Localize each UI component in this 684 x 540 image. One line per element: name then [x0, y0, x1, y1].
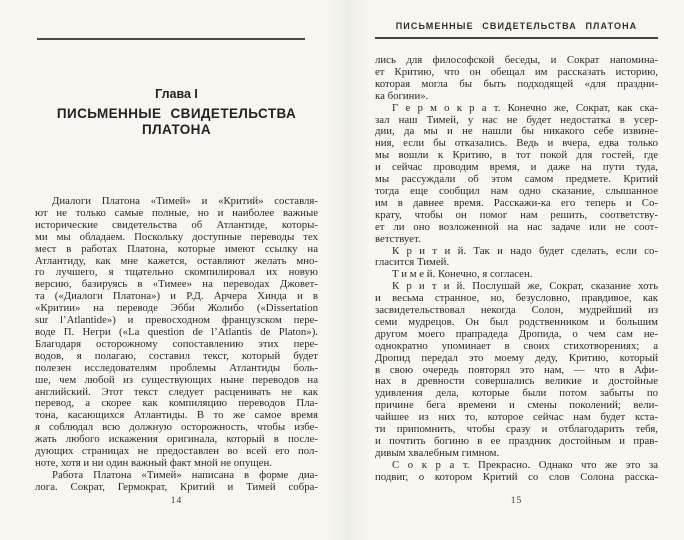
text-line: «Критии» на переводе Эбби Жолибо («Dissertation [35, 302, 318, 315]
text-line: в свою очередь повторял это нам, — что в Афи- [375, 363, 658, 376]
text-line: Атлантиду, как мне кажется, оставляют желать мно- [35, 254, 318, 267]
text-line: тогда еще сообщил нам одно сказание, слышанное [375, 184, 658, 197]
text-line: та («Диалоги Платона») и Р.Д. Арчера Хинда и в [35, 290, 318, 303]
text-line: Г е р м о к р а т. Конечно же, Сократ, как ска- [392, 101, 658, 114]
text-line: полезен исследователям проблемы Атлантиды боль- [35, 361, 318, 374]
text-line: исторические свидетельства об Атлантиде, которы- [35, 218, 318, 231]
text-line: семи мудрецов. Он был родственником и большим [375, 315, 658, 328]
text-line: ветствует. [375, 232, 421, 245]
chapter-page-top-rule [37, 38, 305, 40]
text-line: С о к р а т. Прекрасно. Однако что же это за [392, 458, 658, 471]
chapter-title-line-1: ПИСЬМЕННЫЕ СВИДЕТЕЛЬСТВА [56, 106, 297, 121]
text-line: Работа Платона «Тимей» написана в форме диа- [52, 468, 318, 481]
running-header: ПИСЬМЕННЫЕ СВИДЕТЕЛЬСТВА ПЛАТОНА [395, 21, 638, 31]
text-line: дии, да мы и не нашли бы никакого себе извине- [375, 125, 658, 138]
text-line: ти припомнить, чтобы сразу и отблагодарить тебя, [375, 423, 658, 436]
text-line: ка богини». [375, 89, 429, 102]
text-line: К р и т и й. Так и надо будет сделать, если со- [392, 244, 658, 257]
text-line: зал наш Тимей, у нас не будет недостатка в усер- [375, 113, 658, 126]
text-line: Т и м е й. Конечно, я согласен. [392, 268, 533, 281]
text-line: крату, чтобы он помог нам решить, соответству- [375, 208, 658, 221]
text-line: мы рассуждали об этом самом предмете. Критий [375, 173, 658, 186]
page-number-right: 15 [510, 496, 523, 506]
text-line: воде П. Негри («La question de l’Atlantis de Platon»). [35, 325, 318, 338]
text-line: ми мы обладаем. Поскольку доступные переводы тех [35, 230, 318, 243]
text-line: Диалоги Платона «Тимей» и «Критий» составля- [52, 195, 318, 207]
text-line: ния, если бы отказались. Ведь и вчера, едва только [375, 137, 658, 150]
text-line: которая могла бы быть подходящей «для праздни- [375, 77, 658, 90]
text-line: подвиг, о котором Критий со слов Солона расска- [375, 470, 658, 483]
text-line: sur l’Atlantide») и превосходном французском пере- [35, 314, 318, 327]
text-line: водов, я полагаю, составил текст, который будет [35, 349, 318, 362]
page-number-left: 14 [170, 496, 183, 506]
text-line: и почтить богиню в ее праздник достойным и прав- [375, 435, 658, 447]
text-line: К р и т и й. Послушай же, Сократ, сказание хоть [392, 280, 658, 293]
chapter-title-line-2: ПЛАТОНА [142, 121, 211, 137]
text-line: жать любого искажения оригинала, который в после- [35, 433, 318, 446]
text-line: дующих страницах не предоставлен во всей его пол- [35, 445, 318, 458]
text-line: мест в работах Платона, которые имеют ссылку на [35, 242, 318, 255]
text-line: Дропид передал это моему деду, Критию, который [375, 351, 658, 364]
text-line: и сейчас проводим время, и даже на пути туда, [375, 161, 658, 174]
text-line: засвидетельствовал некогда Солон, мудрейший из [375, 304, 658, 317]
text-line: ют не только самые полные, но и наиболее важные [35, 206, 318, 219]
text-line: ноте, хотя и ни один важный факт мной не опущен. [35, 456, 272, 469]
text-line: лога. Сократ, Гермократ, Критий и Тимей собра- [35, 480, 318, 493]
body-text-left [35, 196, 318, 494]
book-page-right [375, 0, 658, 540]
running-header-rule [375, 37, 658, 39]
text-line: перевод, а скорее как компиляцию переводов Пла- [35, 397, 318, 410]
text-line: версию, базируясь в «Тимее» на переводах Джовет- [35, 278, 318, 291]
text-line: дивым хвалебным гимном. [375, 446, 500, 459]
book-page-left [35, 0, 318, 540]
text-line: однократно упоминает в своих стихотворениях; а [375, 339, 658, 352]
text-line: ше, чем любой из существующих ныне переводов на [35, 373, 318, 386]
text-line: гласится Тимей. [375, 256, 450, 269]
text-line: ет ли оно возложенной на нас задаче или не соот- [375, 220, 658, 233]
body-text-right [375, 55, 658, 484]
text-line: чайшее из них то, которое сейчас нам будет кста- [375, 411, 658, 424]
text-line: другом моего прапрадеда Дропида, о чем сам не- [375, 327, 658, 340]
text-line: тона, касающихся Атлантиды. В то же самое время [35, 409, 318, 422]
text-line: лись для философской беседы, и Сократ напомина- [375, 54, 658, 66]
text-line: удивления дела, которые были потом забыты по [375, 387, 658, 400]
chapter-label: Глава I [155, 87, 198, 101]
text-line: и весьма странное, но, безусловно, правдивое, как [375, 292, 658, 305]
text-line: нах в древности совершались великие и достойные [375, 375, 658, 388]
chapter-title [35, 106, 318, 137]
text-line: я соблюдал всю должную осторожность, чтобы избе- [35, 421, 318, 434]
text-line: английский. Этот текст следует расценивать не как [35, 385, 318, 398]
text-line: мы вошли к Критию, в тот покой для гостей, где [375, 149, 658, 162]
text-line: причине бега времени и смены поколений; вели- [375, 399, 658, 412]
text-line: Благодаря осторожному сопоставлению этих пере- [35, 337, 318, 350]
text-line: ет Критию, что он обещал им рассказать историю, [375, 65, 658, 78]
text-line: им в давнее время. Расскажи-ка его теперь и Со- [375, 196, 658, 209]
page-gutter-shadow [326, 0, 370, 540]
text-line: го лучшего, я тщательно скомпилировал их новую [35, 266, 318, 279]
